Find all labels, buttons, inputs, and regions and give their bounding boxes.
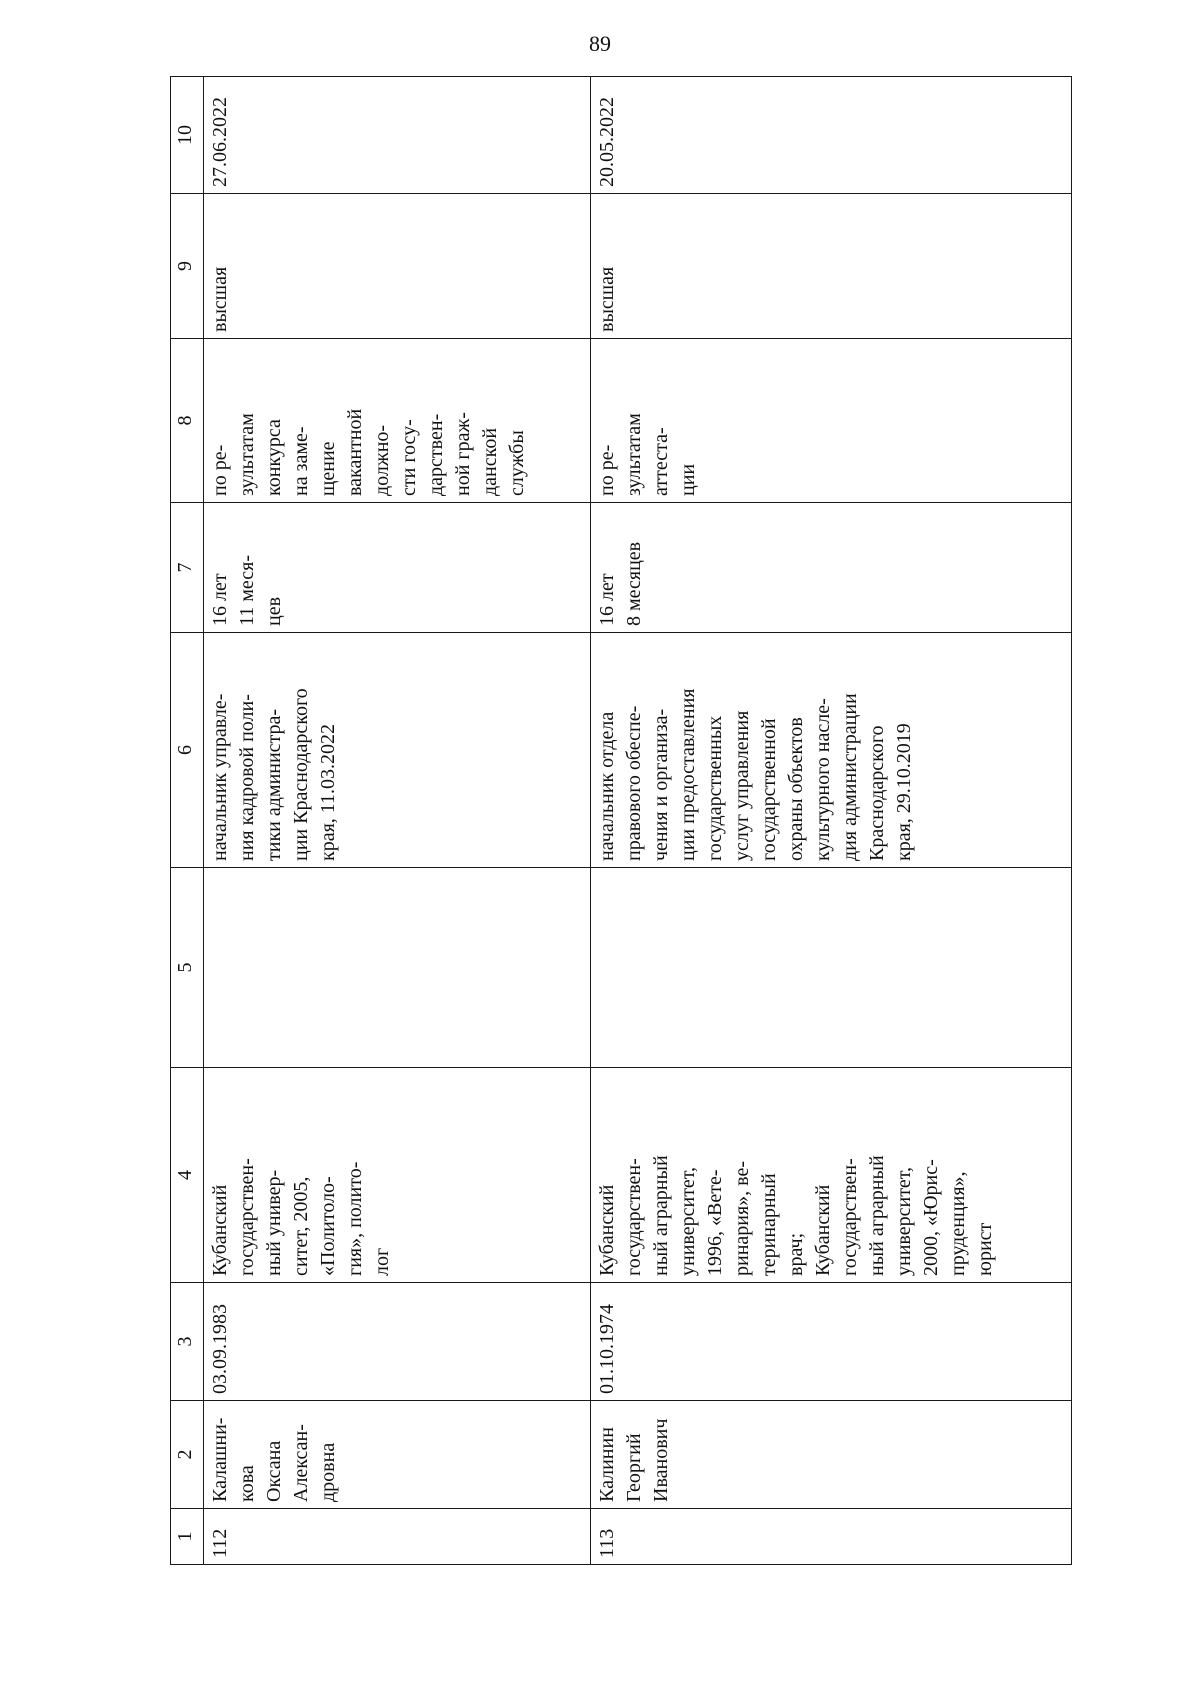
text-line: услуг управления: [730, 710, 753, 861]
text-line: ной граж-: [452, 412, 474, 496]
column-header: 2: [171, 1401, 204, 1509]
column-header: 7: [171, 503, 204, 633]
text-line: охраны объектов: [784, 717, 807, 861]
text-line: теринарный: [757, 1173, 780, 1276]
text-line: края, 11.03.2022: [317, 723, 339, 861]
text-line: Калинин: [595, 1427, 618, 1502]
text-line: 11 меся-: [236, 554, 258, 626]
text-line: Кубанский: [811, 1184, 834, 1276]
text-line: сти госу-: [398, 419, 420, 496]
column-header: 5: [171, 868, 204, 1068]
text-line: культурного насле-: [811, 698, 834, 861]
column-header: 9: [171, 194, 204, 339]
column-header: 3: [171, 1283, 204, 1401]
text-line: университет,: [892, 1166, 915, 1276]
text-line: ции предоставления: [676, 688, 699, 861]
column-5-cell: [204, 868, 591, 1068]
text-line: лог: [371, 1247, 393, 1276]
date-cell: 20.05.2022: [590, 77, 1071, 194]
text-line: Георгий: [622, 1433, 645, 1502]
basis-cell: [590, 339, 1071, 503]
text-line: начальник отдела: [595, 711, 618, 861]
experience-cell: [590, 503, 1071, 633]
position-cell: [204, 633, 591, 868]
text-line: Оксана: [263, 1440, 285, 1502]
text-line: ции: [676, 463, 699, 496]
text-line: Иванович: [649, 1418, 672, 1502]
text-line: конкурса: [263, 419, 285, 496]
position-cell: [590, 633, 1071, 868]
rotated-table-container: [170, 77, 1072, 1565]
text-line: ный аграрный: [649, 1155, 672, 1276]
category-cell: высшая: [590, 194, 1071, 339]
column-5-cell: [590, 868, 1071, 1068]
text-line: государствен-: [838, 1158, 861, 1276]
education-cell: [590, 1068, 1071, 1283]
column-header: 8: [171, 339, 204, 503]
header-row: [171, 77, 204, 1565]
text-line: ный аграрный: [865, 1155, 888, 1276]
text-line: по ре-: [209, 444, 231, 496]
text-line: данской: [479, 427, 501, 496]
row-number-cell: 113: [590, 1509, 1071, 1565]
birth-date-cell: 01.10.1974: [590, 1283, 1071, 1401]
text-line: ринария», ве-: [730, 1160, 753, 1276]
row-number-cell: 112: [204, 1509, 591, 1565]
text-line: юрист: [973, 1222, 996, 1276]
text-line: кова: [236, 1465, 258, 1502]
text-line: ции Краснодарского: [290, 688, 312, 861]
text-line: тики администра-: [263, 708, 285, 861]
text-line: зультатам: [622, 413, 645, 496]
text-line: 2000, «Юрис-: [919, 1159, 942, 1276]
text-line: 16 лет: [209, 573, 231, 626]
text-line: дровна: [317, 1442, 339, 1502]
text-line: на заме-: [290, 426, 312, 496]
text-line: государствен-: [236, 1158, 258, 1276]
text-line: университет,: [676, 1166, 699, 1276]
text-line: ситет, 2005,: [290, 1176, 312, 1276]
date-cell: 27.06.2022: [204, 77, 591, 194]
text-line: 16 лет: [595, 573, 618, 626]
text-line: службы: [506, 430, 528, 496]
text-line: дия администрации: [838, 693, 861, 861]
text-line: ния кадровой поли-: [236, 694, 258, 861]
page-number: 89: [589, 31, 611, 56]
text-line: 8 месяцев: [622, 541, 645, 626]
text-line: Кубанский: [595, 1184, 618, 1276]
text-line: начальник управле-: [209, 693, 231, 861]
text-line: цев: [263, 596, 285, 626]
text-line: вакантной: [344, 408, 366, 496]
text-line: Краснодарского: [865, 725, 888, 861]
text-line: 1996, «Вете-: [703, 1169, 726, 1276]
education-cell: [204, 1068, 591, 1283]
text-line: государствен-: [622, 1158, 645, 1276]
column-header: 6: [171, 633, 204, 868]
text-line: врач;: [784, 1232, 807, 1276]
full-name-cell: [590, 1401, 1071, 1509]
text-line: щение: [317, 441, 339, 496]
birth-date-cell: 03.09.1983: [204, 1283, 591, 1401]
table-row: [204, 77, 591, 1565]
category-cell: высшая: [204, 194, 591, 339]
text-line: края, 29.10.2019: [892, 723, 915, 861]
column-header: 1: [171, 1509, 204, 1565]
text-line: ный универ-: [263, 1169, 285, 1276]
basis-cell: [204, 339, 591, 503]
text-line: зультатам: [236, 413, 258, 496]
table-row: [590, 77, 1071, 1565]
text-line: аттеста-: [649, 427, 672, 496]
experience-cell: [204, 503, 591, 633]
full-name-cell: [204, 1401, 591, 1509]
text-line: «Политоло-: [317, 1176, 339, 1276]
text-line: Алексан-: [290, 1424, 312, 1502]
column-header: 10: [171, 77, 204, 194]
text-line: Калашни-: [209, 1417, 231, 1502]
text-line: должно-: [371, 424, 393, 496]
text-line: государственной: [757, 718, 780, 861]
text-line: чения и организа-: [649, 708, 672, 861]
registry-table: [170, 76, 1072, 1565]
text-line: дарствен-: [425, 413, 447, 496]
text-line: по ре-: [595, 444, 618, 496]
column-header: 4: [171, 1068, 204, 1283]
text-line: гия», полито-: [344, 1161, 366, 1276]
text-line: пруденция»,: [946, 1171, 969, 1276]
text-line: государственных: [703, 715, 726, 861]
text-line: Кубанский: [209, 1184, 231, 1276]
text-line: правового обеспе-: [622, 705, 645, 861]
